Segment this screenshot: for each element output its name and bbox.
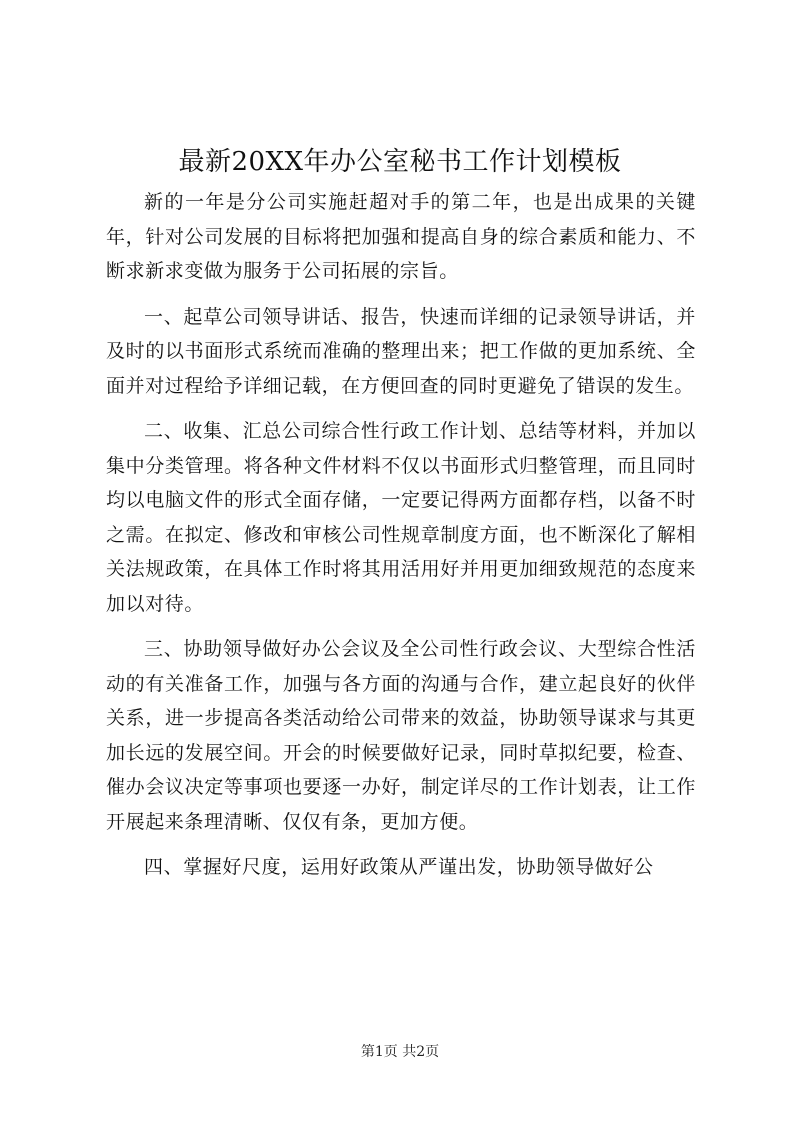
page-number-footer: 第1页 共2页 [360, 1044, 440, 1060]
paragraph-section-4: 四、掌握好尺度，运用好政策从严谨出发，协助领导做好公 [144, 856, 654, 878]
document-body [106, 185, 696, 896]
paragraph-intro: 新的一年是分公司实施赶超对手的第二年，也是出成果的关键年，针对公司发展的目标将把加强和提高自身的综合素质和能力、不断求新求变做为服务于公司拓展的宗旨。 [106, 191, 696, 282]
paragraph-section-2: 二、收集、汇总公司综合性行政工作计划、总结等材料，并加以集中分类管理。将各种文件材料不仅以书面形式归整管理，而且同时均以电脑文件的形式全面存储，一定要记得两方面都存档，以备不时之需。在拟定、修改和审核公司性规章制度方面，也不断深化了解相关法规政策，在具体工作时将其用活用好并用更加细致规范的态度来加以对待。 [106, 420, 696, 615]
paragraph-section-3: 三、协助领导做好办公会议及全公司性行政会议、大型综合性活动的有关准备工作，加强与各方面的沟通与合作，建立起良好的伙伴关系，进一步提高各类活动给公司带来的效益，协助领导谋求与其更加长远的发展空间。开会的时候要做好记录，同时草拟纪要，检查、催办会议决定等事项也要逐一办好，制定详尽的工作计划表，让工作开展起来条理清晰、仅仅有条，更加方便。 [106, 638, 696, 833]
paragraph-section-1: 一、起草公司领导讲话、报告，快速而详细的记录领导讲话，并及时的以书面形式系统而准确的整理出来；把工作做的更加系统、全面并对过程给予详细记载，在方便回查的同时更避免了错误的发生。 [106, 305, 696, 397]
document-title: 最新20XX年办公室秘书工作计划模板 [178, 147, 622, 177]
